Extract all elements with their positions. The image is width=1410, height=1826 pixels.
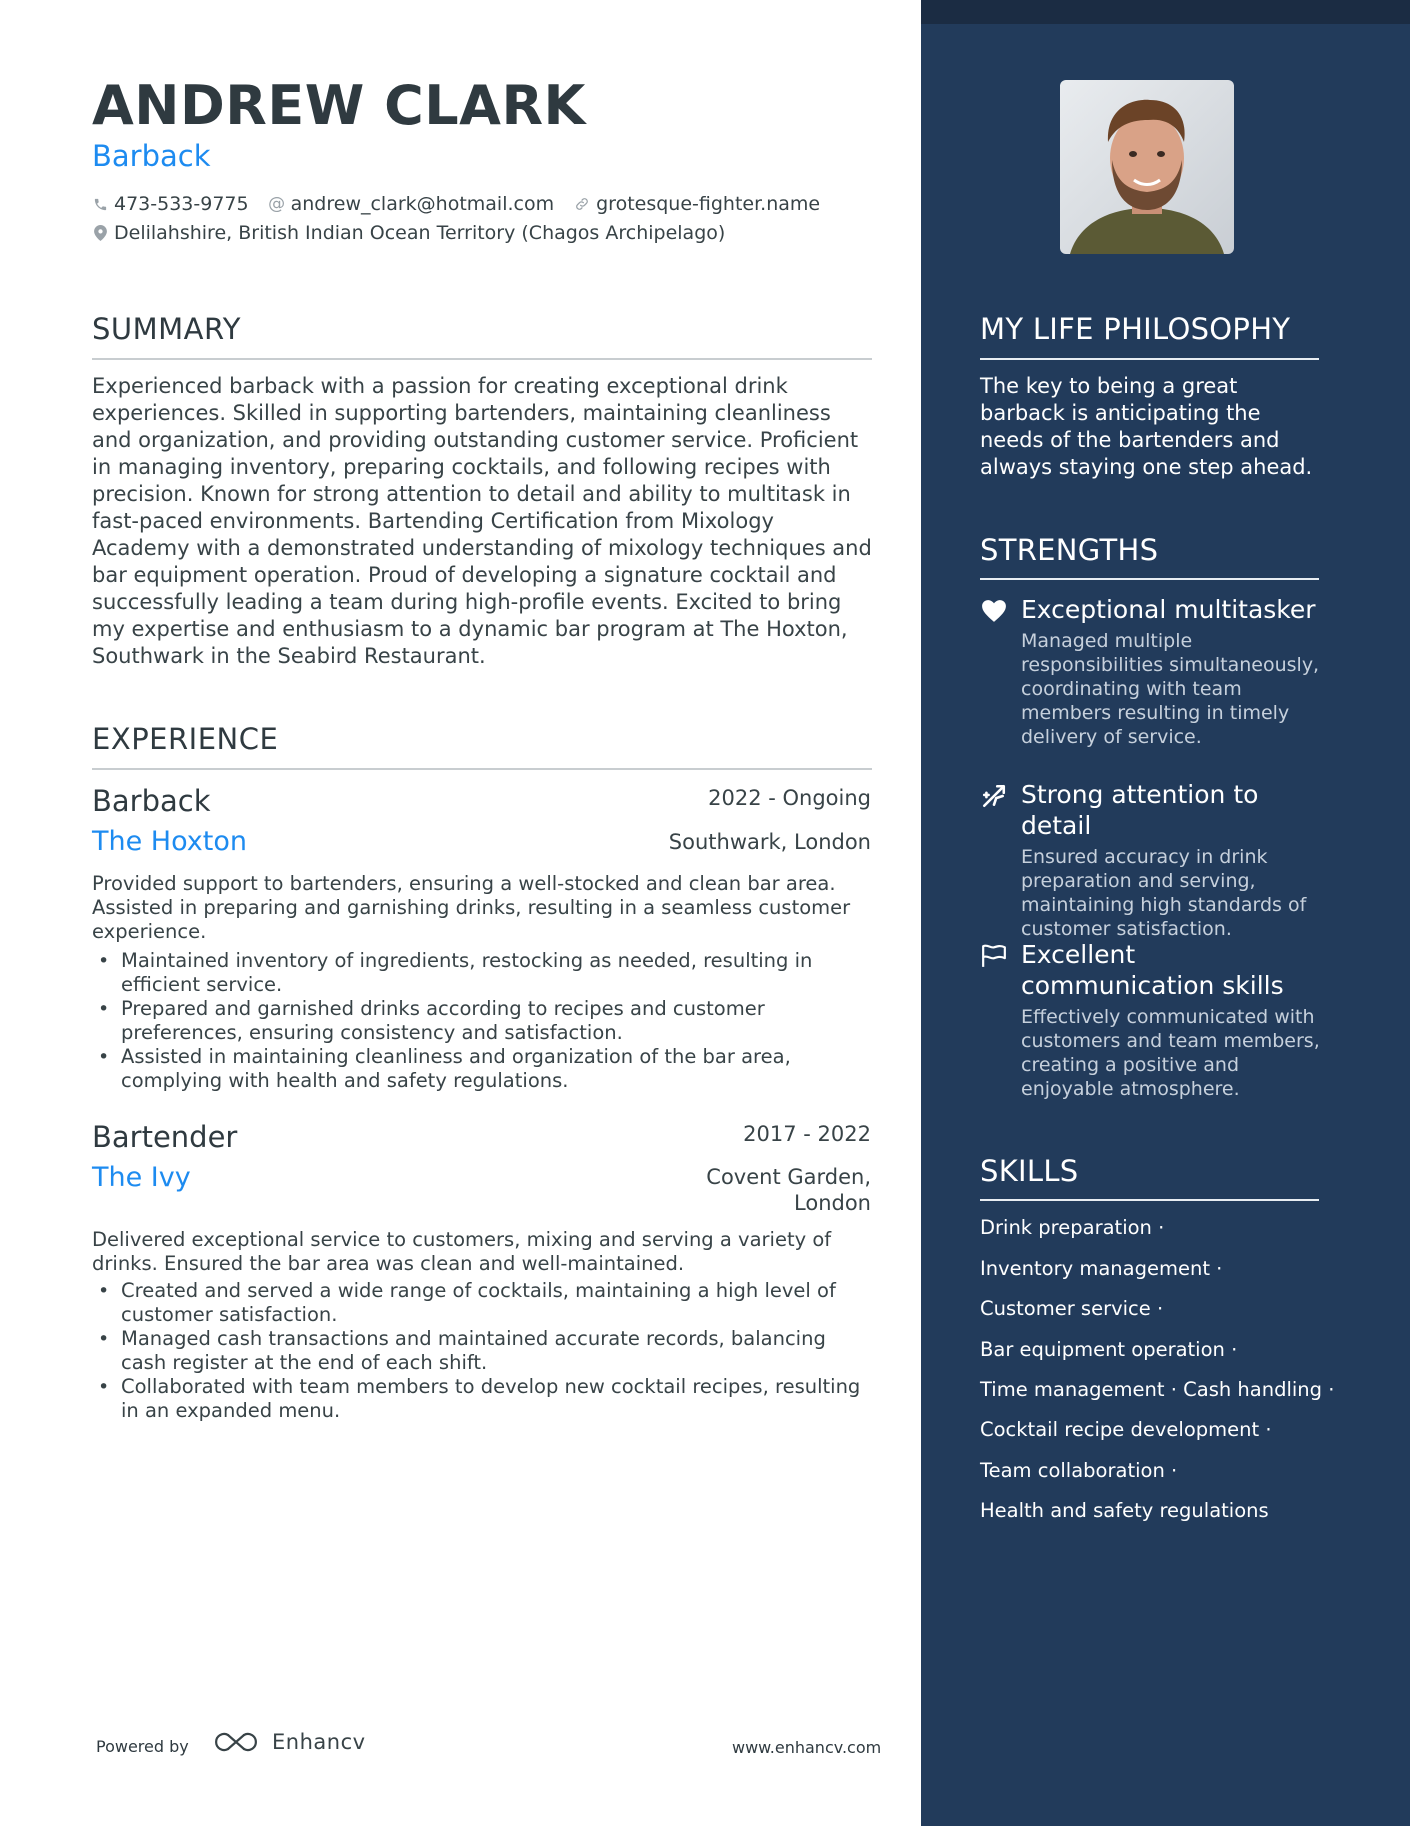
divider (92, 768, 872, 770)
job-bullets (92, 949, 872, 1093)
job-company[interactable]: The Ivy (92, 1162, 191, 1193)
enhancv-brand-text: Enhancv (272, 1730, 366, 1754)
experience-heading: EXPERIENCE (92, 722, 279, 756)
contact-location (92, 222, 725, 244)
skill-item: Bar equipment operation · (980, 1338, 1238, 1361)
divider (980, 578, 1319, 580)
footer-powered-by: Powered by (96, 1737, 189, 1756)
skills-heading: SKILLS (980, 1154, 1079, 1188)
philosophy-text: The key to being a great barback is anticipating the needs of the bartenders and always staying one step ahead. (980, 374, 1313, 479)
skill-item: Customer service · (980, 1297, 1164, 1320)
contact-website (574, 193, 820, 215)
sidebar-topbar (921, 0, 1410, 24)
strength-item (980, 594, 1325, 749)
profile-photo (1060, 80, 1234, 254)
list-item: • Prepared and garnished drinks according to recipes and customer preferences, ensuring consistency and satisfaction. (92, 997, 872, 1045)
philosophy-heading: MY LIFE PHILOSOPHY (980, 312, 1291, 346)
sidebar (921, 0, 1410, 1826)
job-dates: 2017 - 2022 (743, 1122, 871, 1146)
enhancv-logo-icon (214, 1731, 260, 1753)
phone-icon (92, 197, 108, 212)
heart-icon (980, 598, 1008, 624)
job-company[interactable]: The Hoxton (92, 826, 247, 857)
job-bullets (92, 1279, 872, 1423)
skill-item: Time management · Cash handling · (980, 1378, 1335, 1401)
location-text: Delilahshire, British Indian Ocean Territory (Chagos Archipelago) (114, 222, 726, 244)
job-title: Bartender (92, 1120, 238, 1154)
link-icon (574, 196, 590, 212)
strength-title: Exceptional multitasker (1021, 595, 1316, 624)
skill-item: Team collaboration · (980, 1459, 1178, 1482)
target-icon (980, 783, 1008, 809)
strength-description: Ensured accuracy in drink preparation and serving, maintaining high standards of customer satisfaction. (1021, 846, 1307, 940)
strengths-heading: STRENGTHS (980, 533, 1159, 567)
skill-item: Inventory management · (980, 1257, 1223, 1280)
list-item: • Managed cash transactions and maintained accurate records, balancing cash register at the end of each shift. (92, 1327, 872, 1375)
job-description: Provided support to bartenders, ensuring a well-stocked and clean bar area. Assisted in preparing and garnishing drinks, resulting in a seamless customer experience. (92, 872, 851, 943)
job-location: Southwark, London (668, 830, 871, 854)
divider (92, 358, 872, 360)
contact-email (269, 193, 555, 215)
candidate-title: Barback (92, 139, 211, 173)
location-pin-icon (92, 225, 108, 241)
footer-site[interactable]: www.enhancv.com (732, 1738, 882, 1757)
summary-heading: SUMMARY (92, 312, 242, 346)
email-text[interactable]: andrew_clark@hotmail.com (290, 193, 555, 215)
phone-text[interactable]: 473-533-9775 (114, 193, 249, 215)
website-text[interactable]: grotesque-fighter.name (596, 193, 821, 215)
list-item: • Collaborated with team members to develop new cocktail recipes, resulting in an expanded menu. (92, 1375, 872, 1423)
strength-title: Strong attention to detail (1021, 780, 1259, 840)
summary-text: Experienced barback with a passion for creating exceptional drink experiences. Skilled in supporting bartenders, maintaining cleanliness and organization, and providing outstanding customer service. Proficient in managing inventory, preparing cocktails, and following recipes with precision. Known for strong attention to detail and ability to multitask in fast-paced environments. Bartending Certification from Mixology Academy with a demonstrated understanding of mixology techniques and bar equipment operation. Proud of developing a signature cocktail and successfully leading a team during high-profile events. Excited to bring my expertise and enthusiasm to a dynamic bar program at The Hoxton, Southwark in the Seabird Restaurant. (92, 374, 872, 668)
candidate-name: ANDREW CLARK (92, 74, 586, 137)
job-description: Delivered exceptional service to customers, mixing and serving a variety of drinks. Ensured the bar area was clean and well-maintained. (92, 1228, 832, 1275)
enhancv-logo[interactable] (214, 1730, 366, 1754)
job-dates: 2022 - Ongoing (708, 786, 871, 810)
divider (980, 358, 1319, 360)
skill-item: Health and safety regulations (980, 1499, 1269, 1522)
at-icon: @ (268, 194, 286, 214)
contact-row (92, 193, 840, 215)
strength-description: Managed multiple responsibilities simultaneously, coordinating with team members resulting in timely delivery of service. (1021, 630, 1320, 748)
skill-item: Drink preparation · (980, 1216, 1165, 1239)
strength-title: Excellent communication skills (1021, 940, 1284, 1000)
contact-row-location (92, 222, 745, 244)
skill-item: Cocktail recipe development · (980, 1418, 1272, 1441)
list-item: • Created and served a wide range of cocktails, maintaining a high level of customer satisfaction. (92, 1279, 872, 1327)
strength-item (980, 939, 1325, 1101)
list-item: • Assisted in maintaining cleanliness and organization of the bar area, complying with health and safety regulations. (92, 1045, 872, 1093)
flag-icon (980, 943, 1008, 969)
job-location: Covent Garden, London (706, 1165, 871, 1215)
contact-phone (92, 193, 249, 215)
job-title: Barback (92, 784, 211, 818)
strength-description: Effectively communicated with customers and team members, creating a positive and enjoyable atmosphere. (1021, 1006, 1320, 1100)
strength-item (980, 779, 1325, 941)
list-item: • Maintained inventory of ingredients, restocking as needed, resulting in efficient service. (92, 949, 872, 997)
divider (980, 1199, 1319, 1201)
